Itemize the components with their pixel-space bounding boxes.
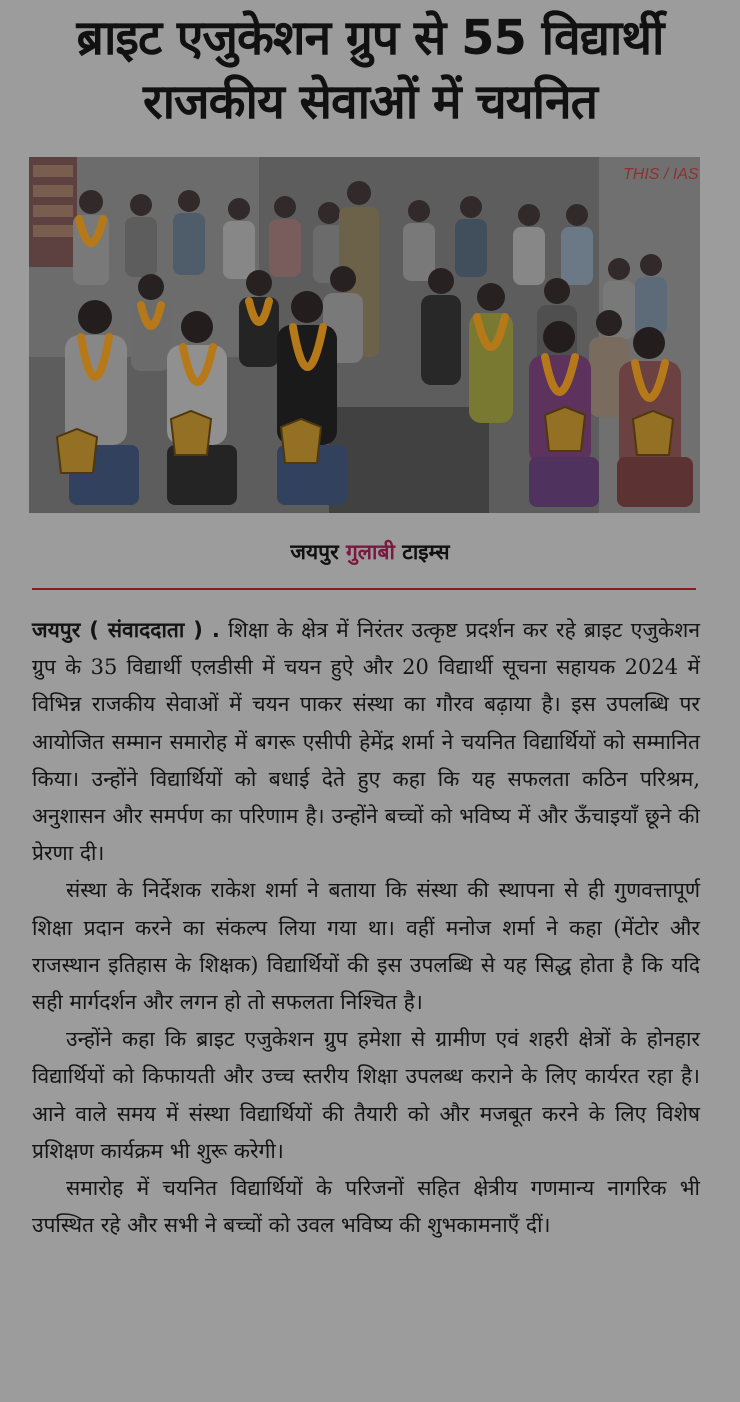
wall-text: THIS / IAS bbox=[623, 166, 699, 183]
paragraph-2: संस्था के निर्देशक राकेश शर्मा ने बताया कि संस्था की स्थापना से ही गुणवत्तापूर्ण शिक्षा प्रदान करने का संकल्प लिया गया था। वहीं मनोज शर्मा ने कहा (मेंटोर और राजस्थान इतिहास के शिक्षक) विद्यार्थियों की इस उपलब्धि से यह सिद्ध होता है कि यदि सही मार्गदर्शन और लगन हो तो सफलता निश्चित है। bbox=[32, 878, 700, 1015]
headline bbox=[0, 6, 740, 134]
masthead-part-1: जयपुर bbox=[290, 540, 346, 564]
paragraph-4: समारोह में चयनित विद्यार्थियों के परिजनों सहित क्षेत्रीय गणमान्य नागरिक भी उपस्थित रहे और सभी ने बच्चों को उवल भविष्य की शुभकामनाएँ दीं। bbox=[32, 1176, 700, 1238]
masthead-part-2: गुलाबी bbox=[345, 540, 395, 564]
headline-line-2: राजकीय सेवाओं में चयनित bbox=[142, 74, 598, 130]
dateline: जयपुर ( संवाददाता ) . bbox=[32, 618, 220, 642]
divider-rule bbox=[32, 588, 696, 590]
group-photo-illustration bbox=[29, 157, 700, 513]
paragraph-1 bbox=[32, 612, 700, 872]
masthead-part-3: टाइम्स bbox=[394, 540, 450, 564]
paragraph-3: उन्होंने कहा कि ब्राइट एजुकेशन ग्रुप हमेशा से ग्रामीण एवं शहरी क्षेत्रों के होनहार विद्यार्थियों को किफायती और उच्च स्तरीय शिक्षा उपलब्ध कराने के लिए कार्यरत रहा है। आने वाले समय में संस्था विद्यार्थियों की तैयारी को और मजबूत करने के लिए विशेष प्रशिक्षण कार्यक्रम भी शुरू करेगी। bbox=[32, 1027, 700, 1163]
article-body bbox=[32, 612, 700, 1244]
headline-line-1: ब्राइट एजुकेशन ग्रुप से 55 विद्यार्थी bbox=[76, 10, 664, 66]
newspaper-masthead bbox=[0, 538, 740, 566]
paragraph-1-text: शिक्षा के क्षेत्र में निरंतर उत्कृष्ट प्रदर्शन कर रहे ब्राइट एजुकेशन ग्रुप के 35 विद्यार्थी एलडीसी में चयन हुऐ और 20 विद्यार्थी सूचना सहायक 2024 में विभिन्न राजकीय सेवाओं में चयन पाकर संस्था का गौरव बढ़ाया है। इस उपलब्धि पर आयोजित सम्मान समारोह में बगरू एसीपी हेमेंद्र शर्मा ने चयनित विद्यार्थियों को सम्मानित किया। उन्होंने विद्यार्थियों को बधाई देते हुए कहा कि यह सफलता कठिन परिश्रम, अनुशासन और समर्पण का परिणाम है। उन्होंने बच्चों को भविष्य में और ऊँचाइयाँ छूने की प्रेरणा दी। bbox=[32, 618, 700, 866]
group-photo bbox=[29, 157, 700, 513]
